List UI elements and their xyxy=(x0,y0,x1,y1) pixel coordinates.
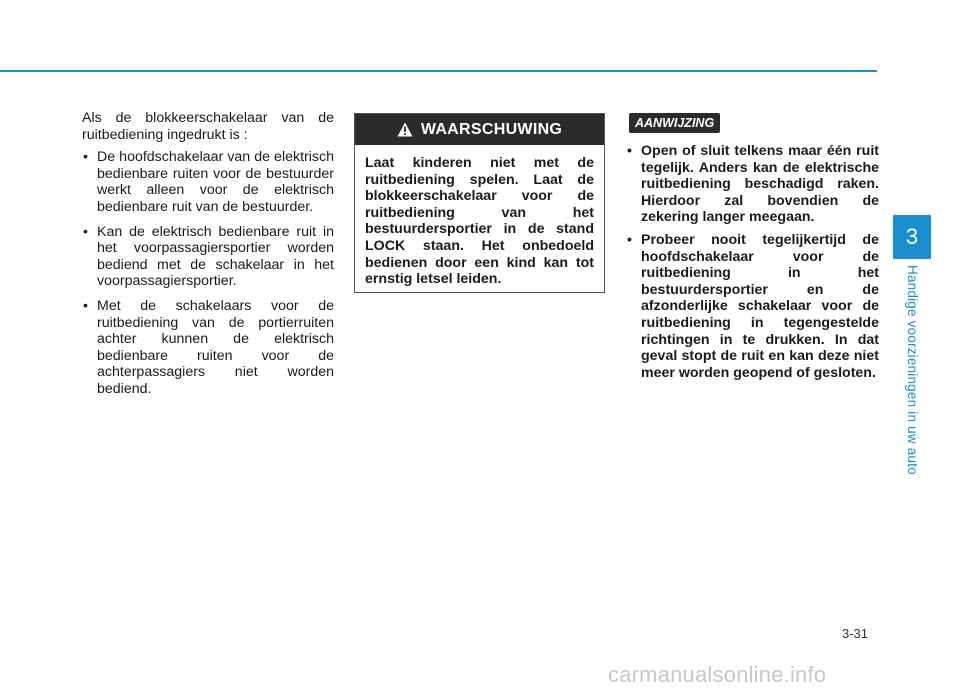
watermark: carmanualsonline.info xyxy=(608,662,827,687)
list-item: • Kan de elektrisch bedienbare ruit in het voorpassagiersportier worden bediend met de schakelaar in het voorpassagiersportier. xyxy=(83,223,334,290)
list-item: • Met de schakelaars voor de ruitbediening van de portierruiten achter kunnen de elektrisch bedienbare ruiten voor de achterpassagiers niet worden bediend. xyxy=(83,297,334,397)
note-badge: AANWIJZING xyxy=(629,113,720,133)
bullet-icon: • xyxy=(83,297,88,314)
warning-text: Laat kinderen niet met de ruitbediening spelen. Laat de blokkeerschakelaar voor de ruitbediening van het bestuurdersportier in de stand LOCK staan. Het onbedoeld bedienen door een kind kan tot ernstig letsel leiden. xyxy=(365,155,594,288)
left-column xyxy=(82,110,334,406)
list-item: • Open of sluit telkens maar één ruit tegelijk. Anders kan de elektrische ruitbediening beschadigd raken. Hierdoor zal bovendien de zekering langer meegaan. xyxy=(627,143,879,226)
list-item: • De hoofdschakelaar van de elektrisch bedienbare ruiten voor de bestuurder werkt alleen voor de elektrisch bedienbare ruit van de bestuurder. xyxy=(83,149,334,215)
left-bullet-list xyxy=(82,149,334,397)
bullet-icon: • xyxy=(627,231,632,248)
warning-header xyxy=(355,114,604,145)
list-item: • Probeer nooit tegelijkertijd de hoofdschakelaar voor de ruitbediening in het bestuurdersportier en de afzonderlijke schakelaar voor de ruitbediening in tegengestelde richtingen in te drukken. In dat geval stopt de ruit en kan deze niet meer worden geopend of gesloten. xyxy=(627,231,879,381)
intro-text: Als de blokkeerschakelaar van de ruitbediening ingedrukt is : xyxy=(82,110,334,143)
note-bullet-list xyxy=(626,143,879,381)
right-column xyxy=(626,143,879,387)
bullet-icon: • xyxy=(83,223,88,240)
chapter-number-tab: 3 xyxy=(893,215,931,259)
chapter-title: Handige voorzieningen in uw auto xyxy=(905,265,920,475)
top-rule xyxy=(0,70,877,72)
page-number: 3-31 xyxy=(842,626,869,641)
warning-title: WAARSCHUWING xyxy=(420,120,563,138)
warning-triangle-icon xyxy=(397,122,413,137)
warning-box xyxy=(354,113,605,293)
bullet-icon: • xyxy=(627,143,632,159)
bullet-icon: • xyxy=(83,149,88,166)
